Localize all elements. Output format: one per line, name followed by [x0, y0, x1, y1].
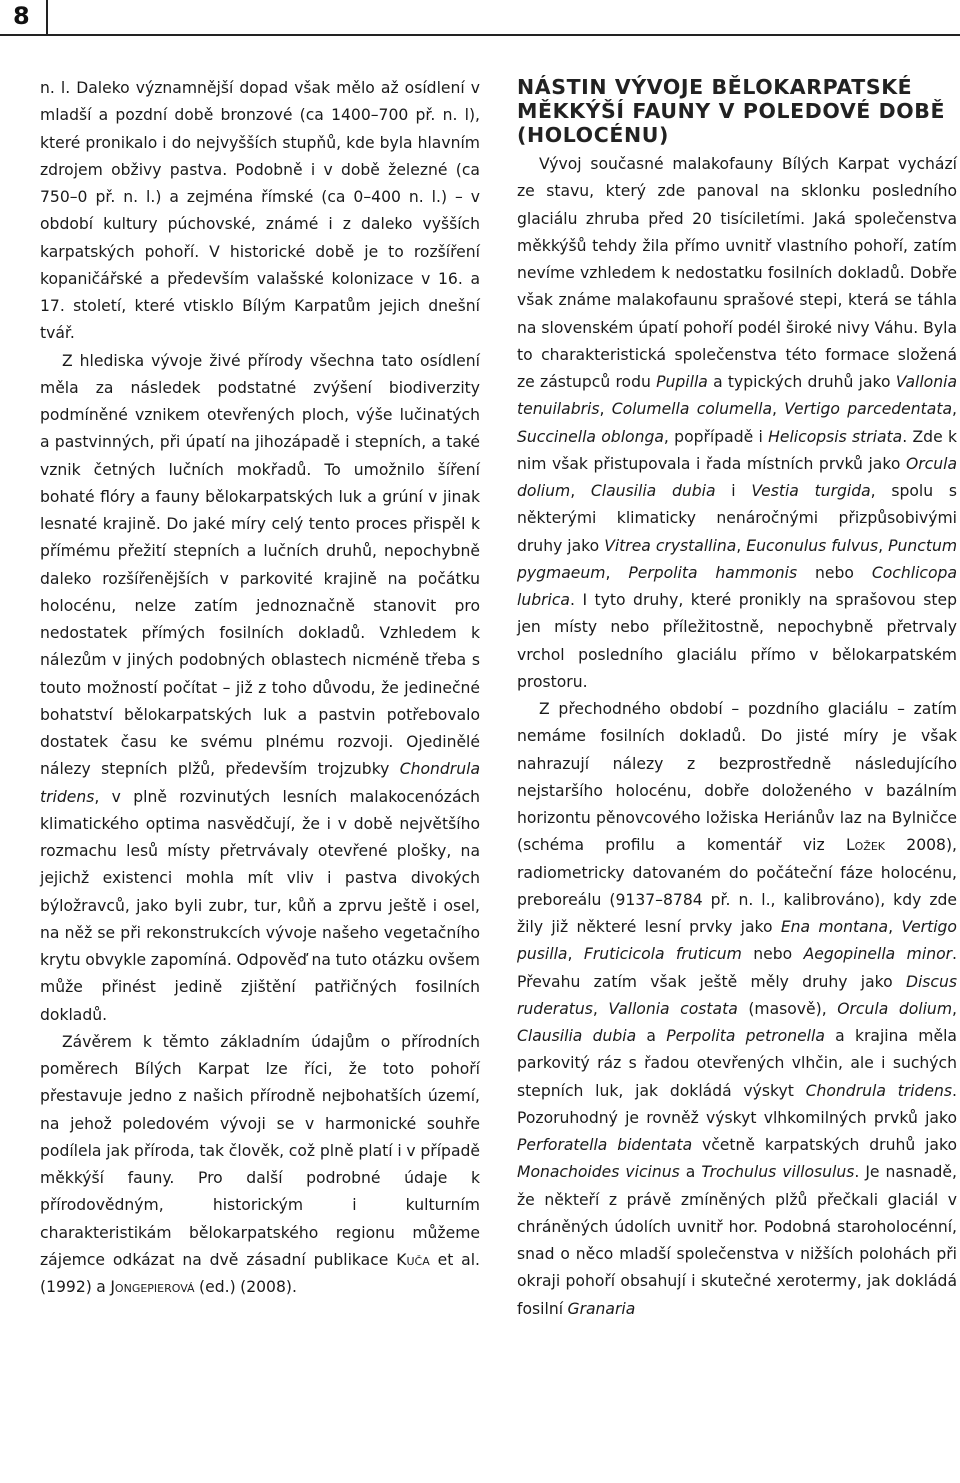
author-citation: Kuča: [396, 1250, 430, 1269]
text-run: . Převahu zatím však ještě měly druhy jako: [517, 945, 957, 991]
text-run: 2008), radiometricky datovaném do počáteční fáze holocénu, preboreálu (9137–8784 př. n. l., kalibrováno), kdy zde žily již některé lesní prvky jako: [517, 836, 957, 936]
paragraph: [40, 1029, 480, 1302]
species-name: Vallonia tenuilabris: [517, 373, 957, 419]
species-name: Euconulus fulvus: [746, 536, 879, 555]
text-run: a: [636, 1027, 667, 1045]
species-name: Punctum pygmaeum: [517, 536, 958, 582]
species-name: Clausilia dubia: [517, 1027, 637, 1045]
text-run: ,: [599, 400, 612, 419]
page-number-box: [0, 0, 48, 36]
paragraph: [40, 75, 480, 348]
text-run: nebo: [741, 945, 804, 964]
species-name: Chondrula tridens: [40, 760, 480, 806]
species-name: Granaria: [567, 1299, 636, 1318]
text-run: et al. (1992) a: [40, 1250, 481, 1296]
species-name: Succinella oblonga: [517, 427, 664, 446]
text-run: . Je nasnadě, že někteří z právě zmíněných plžů přečkali glaciál v chráněných údolích uvnitř hor. Podobná staroholocénní, snad o něco mladší společenstva v nižších polohách při okraji pohoří obsahují i skutečné xerotermy, jak dokládá fosilní: [517, 1163, 957, 1318]
text-run: ,: [592, 999, 609, 1018]
text-run: nebo: [797, 563, 872, 582]
species-name: Vestia turgida: [751, 482, 871, 500]
right-column: [517, 75, 957, 1323]
species-name: Perpolita hammonis: [628, 563, 798, 582]
text-run: i: [715, 482, 752, 500]
species-name: Pupilla: [656, 373, 708, 391]
text-run: ,: [952, 999, 957, 1018]
species-name: Perforatella bidentata: [517, 1136, 693, 1154]
header-rule: [48, 34, 960, 36]
paragraph: [517, 696, 957, 1323]
text-run: , popřípadě i: [663, 427, 769, 446]
species-name: Clausilia dubia: [590, 482, 716, 500]
species-name: Discus ruderatus: [517, 972, 957, 1018]
species-name: Vitrea crystallina: [604, 536, 737, 555]
text-run: Z hlediska vývoje živé přírody všechna tato osídlení měla za následek podstatné zvýšení biodiverzity podmíněné vznikem otevřených ploch, výše lučinatých a pastvinných, při úpatí na jihozápadě i stepních, a také vznik četných lučních mokřadů. To umožnilo šíření bohaté flóry a fauny bělokarpatských luk a grúní v jinak lesnaté krajině. Do jaké míry celý tento proces přispěl k přímému přežití stepních a lučních druhů, nepochybně daleko rozšířenějších v parkovité krajině na počátku holocénu, nelze zatím jednoznačně stanovit pro nedostatek přímých fosilních dokladů. Vzhledem k nálezům v jiných podobných oblastech nicméně třeba s touto možností počítat – již z toho důvodu, že jedinečné bohatství bělokarpatských luk a pastvin potřebovalo dostatek času ke svému plnému rozvoji. Ojedinělé nálezy stepních plžů, především trojzubky: [40, 351, 480, 779]
text-run: a typických druhů jako: [707, 373, 896, 391]
species-name: Aegopinella minor: [803, 945, 953, 964]
species-name: Columella columella: [611, 400, 773, 419]
species-name: Ena montana: [780, 918, 889, 936]
text-run: ,: [605, 563, 629, 582]
species-name: Fruticicola fruticum: [583, 945, 742, 964]
author-citation: Ložek: [845, 836, 885, 855]
author-citation: Jongepierová: [110, 1278, 195, 1296]
text-run: , spolu s některými klimaticky nenáročnými přizpůsobivými druhy jako: [517, 482, 958, 555]
page-number: 8: [13, 2, 30, 30]
text-run: a krajina měla parkovitý ráz s řadou otevřených vlhčin, ale i suchých stepních luk, jak dokládá výskyt: [517, 1027, 957, 1100]
text-run: (ed.) (2008).: [194, 1278, 297, 1296]
text-run: . I tyto druhy, které pronikly na sprašovou step jen místy nebo příležitostně, nepochybně přetrvaly vrchol posledního glaciálu přímo v bělokarpatském prostoru.: [517, 591, 957, 691]
text-run: a: [679, 1163, 702, 1182]
text-run: ,: [567, 945, 584, 964]
paragraph: [517, 151, 957, 696]
text-run: ,: [736, 536, 747, 555]
text-run: ,: [570, 482, 591, 500]
species-name: Trochulus villosulus: [701, 1163, 855, 1182]
species-name: Vallonia costata: [608, 999, 738, 1018]
left-column: [40, 75, 480, 1301]
species-name: Orcula dolium: [837, 999, 953, 1018]
text-run: včetně karpatských druhů jako: [692, 1136, 957, 1154]
species-name: Chondrula tridens: [805, 1081, 953, 1100]
species-name: Cochlicopa lubrica: [517, 563, 957, 609]
section-heading: NÁSTIN VÝVOJE BĚLOKARPATSKÉ MĚKKÝŠÍ FAUNY V POLEDOVÉ DOBĚ (HOLOCÉNU): [517, 75, 946, 147]
text-run: ,: [952, 400, 957, 419]
text-run: . Pozoruhodný je rovněž výskyt vlhkomilných prvků jako: [517, 1081, 957, 1127]
text-run: . Zde k nim však přistupovala i řada místních prvků jako: [517, 427, 957, 473]
text-run: Závěrem k těmto základním údajům o přírodních poměrech Bílých Karpat lze říci, že toto pohoří přestavuje jedno z našich přírodně nejbohatších území, na jehož poledovém vývoji se v harmonické souhře podílela jak příroda, tak člověk, což plně platí i v případě měkkýší fauny. Pro další podrobné údaje k přírodovědným, historickým i kulturním charakteristikám bělokarpatského regionu můžeme zájemce odkázat na dvě zásadní publikace: [40, 1032, 480, 1269]
text-run: Z přechodného období – pozdního glaciálu – zatím nemáme fosilních dokladů. Do jisté míry je však nahrazují nálezy z bezprostředně následujícího nejstaršího holocénu, dobře doloženého v bazálním horizontu pěnovcového ložiska Heriánův laz na Bylničce (schéma profilu a komentář viz: [517, 700, 957, 855]
text-run: ,: [878, 536, 889, 555]
text-run: n. l. Daleko významnější dopad však mělo až osídlení v mladší a pozdní době bronzové (ca 1400–700 př. n. l), které pronikalo i do nejvyšších stupňů, kde byla hlavním zdrojem obživy pastva. Podobně i v době železné (ca 750–0 př. n. l.) a zejména římské (ca 0–400 n. l.) – v období kultury púchovské, známé i z daleko vyšších karpatských pohoří. V historické době je to rozšíření kopaničářské a především valašské kolonizace v 16. a 17. století, které vtisklo Bílým Karpatům jejich dnešní tvář.: [40, 79, 480, 343]
paragraph: [40, 348, 480, 1029]
text-run: ,: [888, 918, 902, 936]
text-run: ,: [772, 400, 785, 419]
species-name: Vertigo parcedentata: [784, 400, 952, 419]
text-run: , v plně rozvinutých lesních malakocenózách klimatického optima nasvědčují, že i v době největšího rozmachu lesů místy přetrvávaly otevřené plošky, na jejichž existenci mohla mít vliv i pastva divokých býložravců, jako byli zubr, tur, kůň a zprvu ještě i osel, na něž se při rekonstrukcích vývoje našeho vegetačního krytu obvykle zapomíná. Odpověď na tuto otázku ovšem může přinést jedině zjištění patřičných fosilních dokladů.: [40, 787, 480, 1024]
species-name: Orcula dolium: [517, 454, 957, 500]
species-name: Helicopsis striata: [768, 427, 903, 446]
species-name: Monachoides vicinus: [517, 1163, 680, 1182]
species-name: Perpolita petronella: [666, 1027, 825, 1045]
species-name: Vertigo pusilla: [517, 918, 957, 964]
text-run: Vývoj současné malakofauny Bílých Karpat vychází ze stavu, který zde panoval na sklonku posledního glaciálu zhruba před 20 tisíciletími. Jaká společenstva měkkýšů tehdy žila přímo uvnitř vlastního pohoří, zatím nevíme vzhledem k nedostatku fosilních dokladů. Dobře však známe malakofaunu sprašové stepi, která se táhla na slovenském úpatí pohoří podél široké nivy Váhu. Byla to charakteristická společenstva této formace složená ze zástupců rodu: [517, 155, 957, 391]
text-run: (masově),: [737, 999, 838, 1018]
